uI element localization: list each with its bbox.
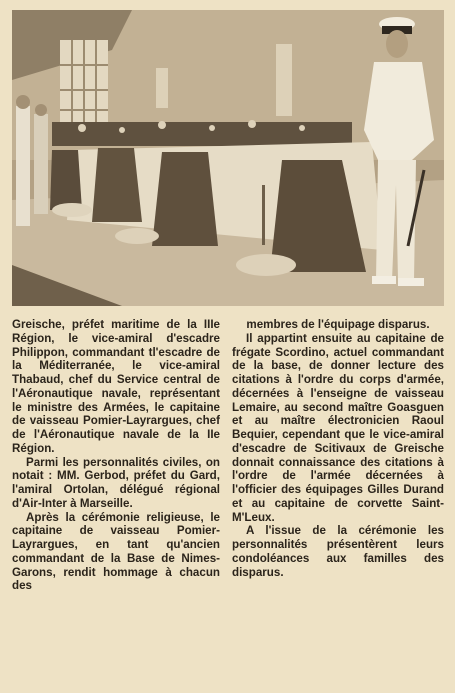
article-paragraph: Après la cérémonie religieuse, le capitaine de vaisseau Pomier-Layrargues, en tant qu'ancien commandant de la Base de Nimes-Garons, rendit hommage à chacun des	[12, 510, 220, 593]
ceremony-photograph	[12, 10, 444, 306]
article-right-column	[232, 318, 444, 579]
article-paragraph: Il appartint ensuite au capitaine de frégate Scordino, actuel commandant de la base, de donner lecture des citations à l'ordre du corps d'armée, décernées à l'enseigne de vaisseau Lemaire, au second maître Goasguen et au maître électronicien Raoul Bequier, cependant que le vice-amiral d'escadre de Scitivaux de Greische donnait connaissance des citations à l'ordre de l'armée décernées à l'officier des équipages Gilles Durand et au capitaine de corvette Saint-M'Leux.	[232, 331, 444, 524]
article-paragraph: A l'issue de la cérémonie les personnalités présentèrent leurs condoléances aux familles des disparus.	[232, 524, 444, 579]
article-left-column	[12, 318, 220, 593]
article-paragraph: Greische, préfet maritime de la IIIe Région, le vice-amiral d'escadre Philippon, commandant tl'escadre de la Méditerranée, le vice-amiral Thabaud, chef du Service central de l'Aéronautique navale, représentant le ministre des Armées, le capitaine de vaisseau Pomier-Layrargues, chef de l'Aéronautique navale de la IIe Région.	[12, 318, 220, 455]
photo-illustration	[12, 10, 444, 306]
article-paragraph: membres de l'équipage disparus.	[246, 318, 430, 331]
article-paragraph: Parmi les personnalités civiles, on notait : MM. Gerbod, préfet du Gard, l'amiral Ortolan, délégué régional d'Air-Inter à Marseille.	[12, 455, 220, 510]
